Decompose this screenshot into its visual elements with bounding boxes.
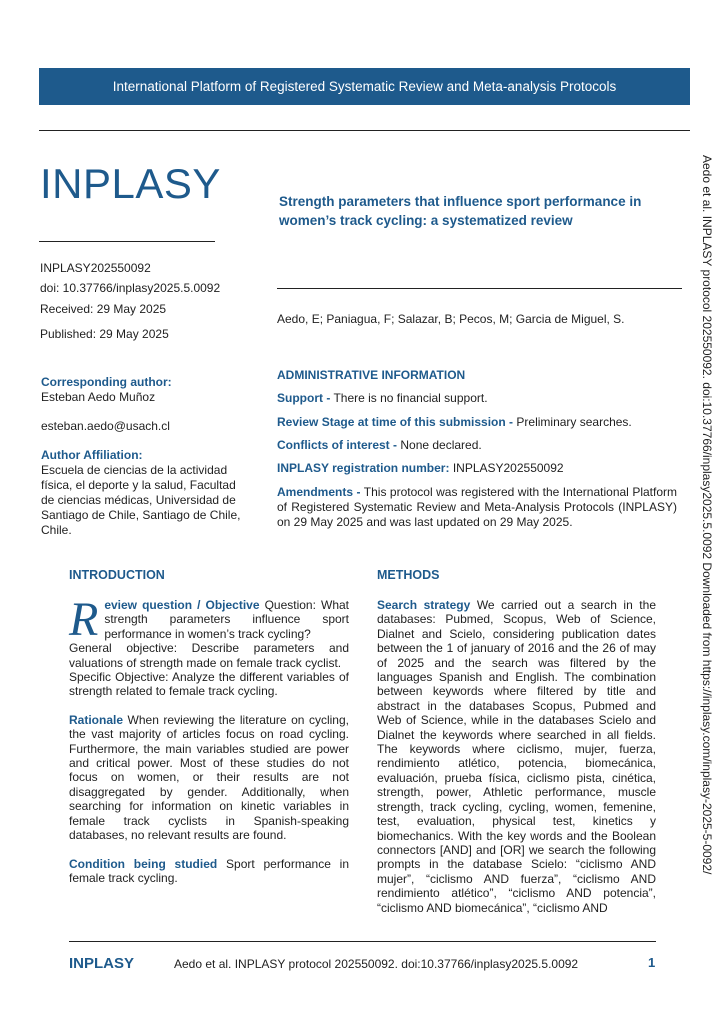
support-value: There is no financial support.	[330, 391, 488, 405]
corresponding-author	[41, 375, 251, 434]
general-objective: General objective: Describe parameters and valuations of strength made on female track cyclist.	[69, 641, 349, 670]
corresponding-name: Esteban Aedo Muñoz	[41, 390, 156, 404]
specific-objective: Specific Objective: Analyze the different variables of strength related to female track cycling.	[69, 670, 349, 699]
review-question-text: Question: What strength parameters influence sport performance in women’s track cycling?	[104, 598, 350, 641]
corresponding-heading: Corresponding author:	[41, 375, 172, 389]
condition-label: Condition being studied	[69, 856, 218, 871]
stage-label: Review Stage at time of this submission -	[277, 415, 514, 429]
title-rule	[277, 288, 682, 289]
amendments-value: This protocol was registered with the International Platform of Registered Systematic Review and Meta-Analysis Protocols (INPLASY) on 29 May 2025 and was last updated on 29 May 2025.	[277, 485, 677, 529]
footer-rule	[69, 941, 656, 942]
corresponding-email[interactable]: esteban.aedo@usach.cl	[41, 419, 170, 433]
admin-conflicts	[277, 438, 677, 453]
admin-registration	[277, 461, 677, 476]
footer-brand: INPLASY	[69, 955, 135, 972]
admin-support	[277, 391, 677, 406]
author-list: Aedo, E; Paniagua, F; Salazar, B; Pecos, M; Garcia de Miguel, S.	[277, 312, 625, 326]
review-question-label: eview question / Objective	[104, 598, 260, 612]
methods-heading: METHODS	[377, 568, 440, 582]
footer-citation: Aedo et al. INPLASY protocol 202550092. doi:10.37766/inplasy2025.5.0092	[174, 957, 579, 971]
conflicts-value: None declared.	[397, 438, 482, 452]
brand-rule	[39, 241, 215, 242]
introduction-body	[69, 593, 350, 899]
admin-heading: ADMINISTRATIVE INFORMATION	[277, 368, 466, 382]
introduction-heading: INTRODUCTION	[69, 568, 165, 582]
doi-link[interactable]: doi: 10.37766/inplasy2025.5.0092	[40, 281, 221, 295]
protocol-id: INPLASY202550092	[40, 261, 151, 275]
rationale-label: Rationale	[69, 712, 124, 727]
page-number: 1	[648, 955, 656, 970]
journal-banner: International Platform of Registered Systematic Review and Meta-analysis Protocols	[39, 68, 690, 105]
published-date: Published: 29 May 2025	[40, 327, 169, 341]
affiliation-text: Escuela de ciencias de la actividad física, el deporte y la salud, Facultad de ciencias médicas, Universidad de Santiago de Chile, Santiago de Chile, Chile.	[41, 463, 241, 537]
amendments-label: Amendments -	[277, 485, 361, 499]
admin-amendments	[277, 485, 677, 530]
paper-title: Strength parameters that influence sport performance in women’s track cycling: a systematized review	[279, 194, 642, 228]
admin-stage	[277, 415, 677, 430]
registration-value: INPLASY202550092	[449, 461, 564, 475]
author-affiliation	[41, 448, 251, 538]
methods-body	[377, 598, 656, 929]
condition-text: Sport performance in female track cycling.	[69, 856, 349, 885]
received-date: Received: 29 May 2025	[40, 302, 167, 316]
drop-cap: R	[69, 593, 99, 646]
brand-logo: INPLASY	[40, 160, 221, 207]
conflicts-label: Conflicts of interest -	[277, 438, 398, 452]
search-strategy-text: We carried out a search in the databases: Pubmed, Scopus, Web of Science, Dialnet and Scielo, considering publication dates between the 1 of january of 2016 and the 26 of may of 2025 and the search was filtered by the languages Spanish and English. The combination between keywords where filtered by title and abstract in the databases Scopus, Pubmed and Web of Science, while in the databases Scielo and Dialnet the keywords where searched in all fields. The keywords where ciclismo, mujer, fuerza, rendimiento atlético, potencia, biomecánica, evaluación, prueba física, ciclismo pista, cinética, strength, power, Athletic performance, muscle strength, track cycling, cycling, women, femenine, test, evaluation, physical test, kinetics y biomechanics. With the key words and the Boolean connectors [AND] and [OR] we search the following prompts in the database Scielo: “ciclismo AND mujer”, “ciclismo AND fuerza”, “ciclismo AND rendimiento atlético”, “ciclismo AND potencia”, “ciclismo AND biomecánica”, “ciclismo AND	[377, 598, 656, 915]
side-citation: Aedo et al. INPLASY protocol 202550092. doi:10.37766/inplasy2025.5.0092 Downloaded from https://inplasy.com/inplasy-2025-5-0092/	[700, 155, 714, 875]
registration-label: INPLASY registration number:	[277, 461, 450, 475]
top-rule	[39, 130, 690, 131]
stage-value: Preliminary searches.	[513, 415, 632, 429]
affiliation-heading: Author Affiliation:	[41, 448, 143, 462]
support-label: Support -	[277, 391, 331, 405]
search-strategy-label: Search strategy	[377, 598, 471, 612]
rationale-text: When reviewing the literature on cycling, the vast majority of articles focus on road cycling. Furthermore, the main variables studied are power and critical power. Most of these studies do not focus on women, or their results are not disaggregated by gender. Additionally, when searching for information on kinetic variables in female track cyclists in Spanish-speaking databases, no relevant results are found.	[69, 712, 349, 843]
